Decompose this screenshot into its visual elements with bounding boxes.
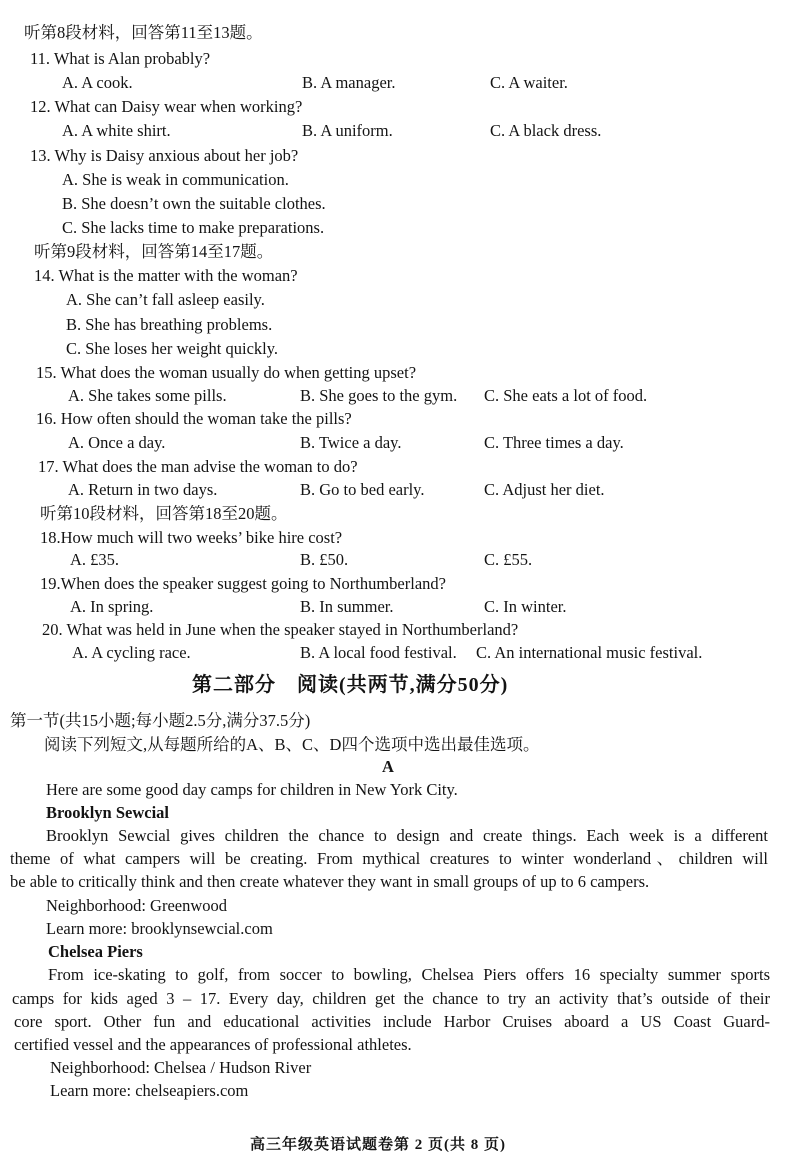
q18-option-c: C. £55. bbox=[484, 550, 533, 569]
camp2-paragraph-line1: From ice-skating to golf, from soccer to bowling, Chelsea Piers offers 16 specialty summer sports bbox=[48, 965, 770, 984]
q14-option-c: C. She loses her weight quickly. bbox=[66, 339, 279, 358]
q19-option-b: B. In summer. bbox=[300, 597, 394, 616]
q15-stem: 15. What does the woman usually do when getting upset? bbox=[36, 363, 417, 382]
camp2-learn-more: Learn more: chelseapiers.com bbox=[50, 1081, 249, 1100]
camp2-neighborhood: Neighborhood: Chelsea / Hudson River bbox=[50, 1058, 312, 1077]
q20-option-a: A. A cycling race. bbox=[72, 643, 191, 662]
q13-stem: 13. Why is Daisy anxious about her job? bbox=[30, 146, 299, 165]
q16-option-c: C. Three times a day. bbox=[484, 433, 624, 452]
q19-option-a: A. In spring. bbox=[70, 597, 154, 616]
camp1-paragraph-line2: theme of what campers will be creating. From mythical creatures to winter wonderland、children will bbox=[10, 849, 768, 868]
q11-option-a: A. A cook. bbox=[62, 73, 133, 92]
q18-stem: 18.How much will two weeks’ bike hire cost? bbox=[40, 528, 343, 547]
q14-option-a: A. She can’t fall asleep easily. bbox=[66, 290, 265, 309]
q16-option-b: B. Twice a day. bbox=[300, 433, 402, 452]
q17-option-c: C. Adjust her diet. bbox=[484, 480, 605, 499]
section9-instruction: 听第9段材料，回答第14至17题。 bbox=[34, 242, 274, 261]
q15-option-a: A. She takes some pills. bbox=[68, 386, 227, 405]
part2-title: 第二部分 阅读(共两节,满分50分) bbox=[192, 674, 509, 696]
q20-option-b: B. A local food festival. bbox=[300, 643, 457, 662]
camp1-paragraph-line1: Brooklyn Sewcial gives children the chance to design and create things. Each week is a different bbox=[46, 826, 768, 845]
q16-option-a: A. Once a day. bbox=[68, 433, 166, 452]
part2-instruction: 阅读下列短文,从每题所给的A、B、C、D四个选项中选出最佳选项。 bbox=[44, 735, 540, 754]
q20-option-c: C. An international music festival. bbox=[476, 643, 703, 662]
section10-instruction: 听第10段材料，回答第18至20题。 bbox=[40, 504, 288, 523]
q19-option-c: C. In winter. bbox=[484, 597, 567, 616]
q12-stem: 12. What can Daisy wear when working? bbox=[30, 97, 303, 116]
q17-option-b: B. Go to bed early. bbox=[300, 480, 425, 499]
q12-option-c: C. A black dress. bbox=[490, 121, 602, 140]
camp1-paragraph-line3: be able to critically think and then create whatever they want in small groups of up to 6 campers. bbox=[10, 872, 650, 891]
q11-option-b: B. A manager. bbox=[302, 73, 396, 92]
q15-option-c: C. She eats a lot of food. bbox=[484, 386, 648, 405]
q16-stem: 16. How often should the woman take the pills? bbox=[36, 409, 352, 428]
passage-intro: Here are some good day camps for children in New York City. bbox=[46, 780, 458, 799]
camp2-paragraph-line2: camps for kids aged 3 – 17. Every day, children get the chance to try an activity that’s outside of their bbox=[12, 989, 770, 1008]
q15-option-b: B. She goes to the gym. bbox=[300, 386, 458, 405]
camp1-learn-more: Learn more: brooklynsewcial.com bbox=[46, 919, 273, 938]
part2-section1-heading: 第一节(共15小题;每小题2.5分,满分37.5分) bbox=[10, 711, 311, 730]
camp2-paragraph-line4: certified vessel and the appearances of professional athletes. bbox=[14, 1035, 412, 1054]
section8-instruction: 听第8段材料，回答第11至13题。 bbox=[24, 23, 263, 42]
q17-option-a: A. Return in two days. bbox=[68, 480, 218, 499]
q11-stem: 11. What is Alan probably? bbox=[30, 49, 211, 68]
q18-option-a: A. £35. bbox=[70, 550, 120, 569]
q12-option-a: A. A white shirt. bbox=[62, 121, 171, 140]
passage-letter: A bbox=[382, 757, 394, 776]
camp1-neighborhood: Neighborhood: Greenwood bbox=[46, 896, 228, 915]
q20-stem: 20. What was held in June when the speaker stayed in Northumberland? bbox=[42, 620, 519, 639]
q17-stem: 17. What does the man advise the woman to do? bbox=[38, 457, 358, 476]
q14-stem: 14. What is the matter with the woman? bbox=[34, 266, 298, 285]
q14-option-b: B. She has breathing problems. bbox=[66, 315, 273, 334]
q12-option-b: B. A uniform. bbox=[302, 121, 393, 140]
q11-option-c: C. A waiter. bbox=[490, 73, 568, 92]
camp2-paragraph-line3: core sport. Other fun and educational activities include Harbor Cruises aboard a US Coast Guard- bbox=[14, 1012, 770, 1031]
q13-option-b: B. She doesn’t own the suitable clothes. bbox=[62, 194, 326, 213]
camp2-name: Chelsea Piers bbox=[48, 942, 143, 961]
q13-option-c: C. She lacks time to make preparations. bbox=[62, 218, 325, 237]
q18-option-b: B. £50. bbox=[300, 550, 349, 569]
q19-stem: 19.When does the speaker suggest going to Northumberland? bbox=[40, 574, 446, 593]
page-footer: 高三年级英语试题卷第 2 页(共 8 页) bbox=[250, 1137, 506, 1153]
camp1-name: Brooklyn Sewcial bbox=[46, 803, 170, 822]
q13-option-a: A. She is weak in communication. bbox=[62, 170, 289, 189]
